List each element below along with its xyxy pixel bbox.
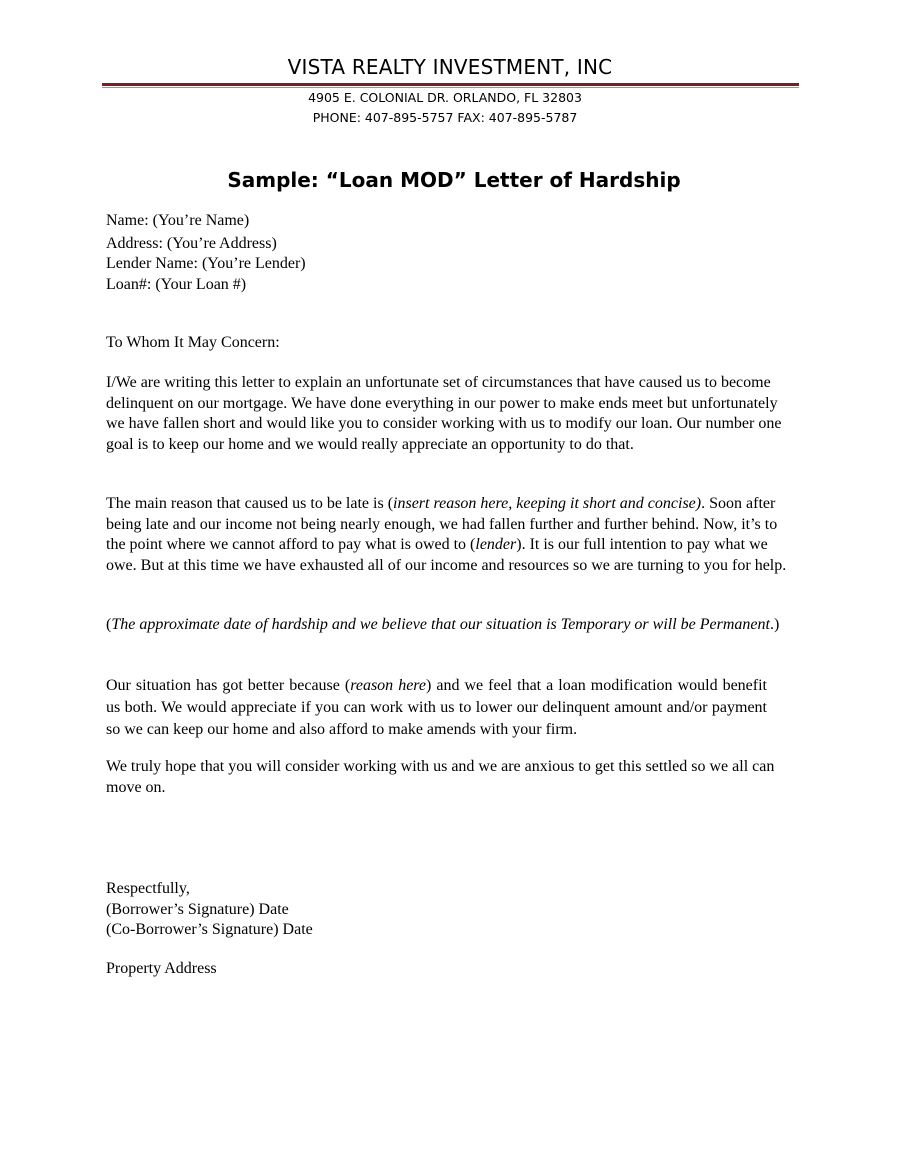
paragraph-2-text-c: ). It is our full intention to pay what we owe. But at this time we have exhausted all of our income and resources so we are turning to you for help. — [106, 536, 787, 574]
header-rule — [102, 83, 799, 86]
company-contact: PHONE: 407-895-5757 FAX: 407-895-5787 — [312, 110, 578, 125]
lender-field: Lender Name: (You’re Lender) — [106, 255, 306, 273]
borrower-signature: (Borrower’s Signature) Date — [106, 900, 289, 918]
paragraph-4-text-a: Our situation has got better because ( — [106, 677, 351, 694]
document-title: Sample: “Loan MOD” Letter of Hardship — [227, 168, 681, 192]
loan-field: Loan#: (Your Loan #) — [106, 275, 247, 293]
name-field: Name: (You’re Name) — [106, 212, 250, 229]
paragraph-3-close: .) — [769, 616, 780, 633]
paragraph-4 — [106, 675, 767, 741]
signature-block — [106, 879, 796, 941]
coborrower-signature: (Co-Borrower’s Signature) Date — [106, 921, 313, 939]
paragraph-3-open: ( — [106, 616, 112, 633]
paragraph-4-reason: reason here — [350, 677, 427, 694]
closing: Respectfully, — [106, 880, 190, 897]
paragraph-5: We truly hope that you will consider working with us and we are anxious to get this settled so we all can move on. — [106, 758, 775, 796]
property-address: Property Address — [106, 960, 217, 977]
paragraph-2 — [106, 494, 796, 576]
paragraph-3-italic: The approximate date of hardship and we believe that our situation is Temporary or will be Permanent — [111, 616, 770, 633]
paragraph-2-text-b: . Soon after being late and our income not being nearly enough, we had fallen further and further behind. Now, it’s to the point where we cannot afford to pay what is owed to ( — [106, 495, 778, 554]
company-address: 4905 E. COLONIAL DR. ORLANDO, FL 32803 — [308, 90, 582, 105]
paragraph-1: I/We are writing this letter to explain an unfortunate set of circumstances that have caused us to become delinquent on our mortgage. We have done everything in our power to make ends meet but unfortunately we have fallen short and would like you to consider working with us to modify our loan. Our number one goal is to keep our home and we would really appreciate an opportunity to do that. — [106, 374, 782, 453]
paragraph-3 — [106, 614, 796, 636]
header-rule-shadow — [102, 87, 799, 88]
salutation: To Whom It May Concern: — [106, 334, 280, 351]
address-field: Address: (You’re Address) — [106, 234, 277, 252]
borrower-info — [106, 211, 796, 295]
company-name: VISTA REALTY INVESTMENT, INC — [287, 55, 613, 79]
paragraph-2-text-a: The main reason that caused us to be late is ( — [106, 495, 394, 512]
paragraph-2-reason: insert reason here, keeping it short and concise) — [393, 495, 702, 512]
paragraph-2-lender: lender — [475, 536, 517, 554]
paragraph-4-text-b: ) and we feel that a loan modification would benefit us both. We would appreciate if you can work with us to lower our delinquent amount and/or payment so we can keep our home and also afford to make amends with your firm. — [106, 677, 768, 738]
